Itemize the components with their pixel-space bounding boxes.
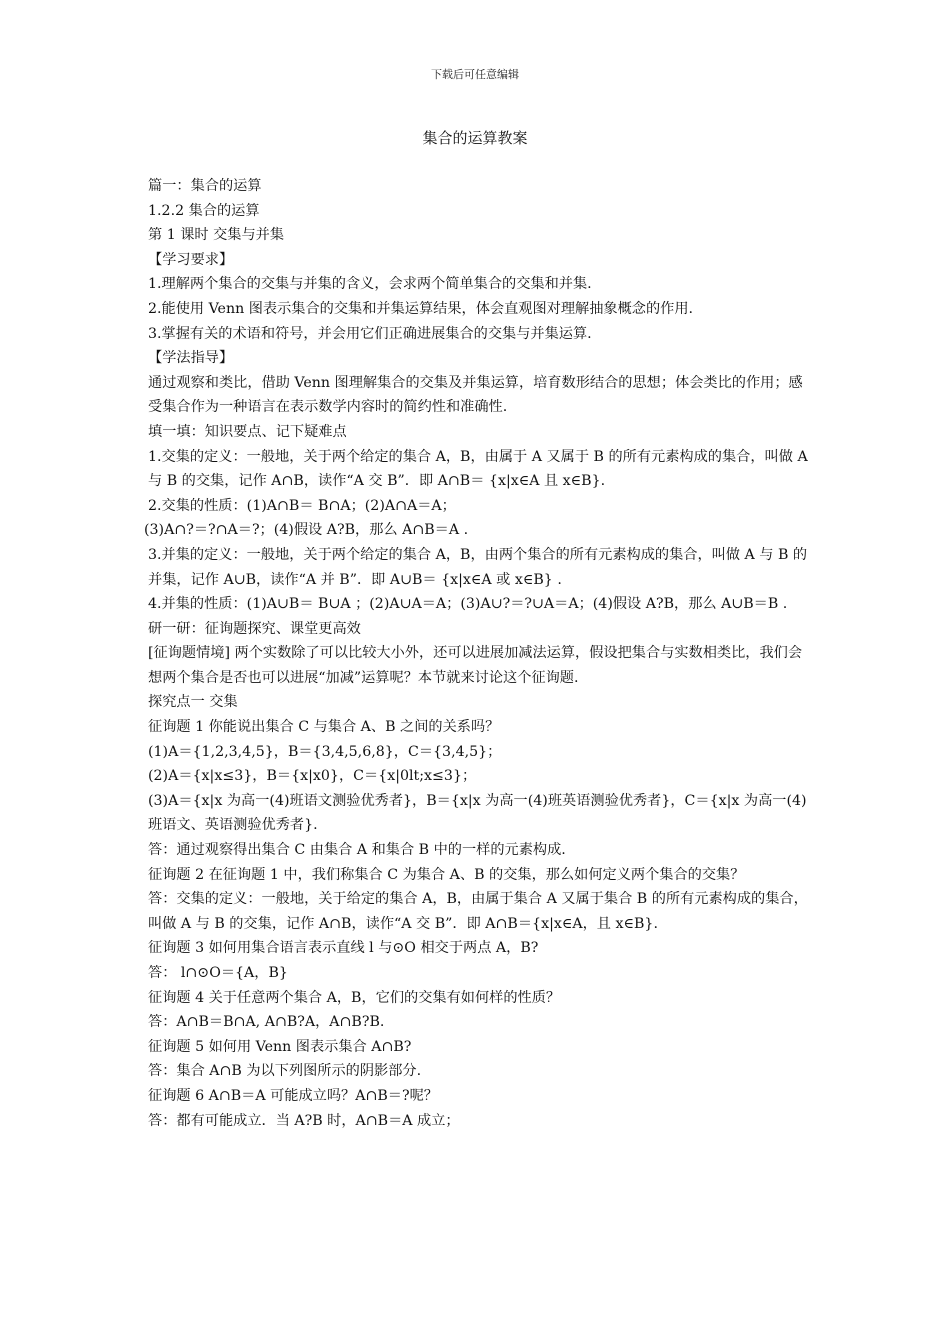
knowledge-point: 4.并集的性质：(1)A∪B＝ B∪A ；(2)A∪A＝A；(3)A∪?＝?∪A＝A；(4)假设 A?B，那么 A∪B＝B . — [148, 596, 788, 613]
document-body — [144, 174, 816, 1133]
research-heading: 研一研：征询题探究、课堂更高效 — [148, 620, 361, 637]
requirement-item: 3.掌握有关的术语和符号，并会用它们正确进展集合的交集与并集运算. — [148, 325, 592, 342]
question: 征询题 3 如何用集合语言表示直线 l 与⊙O 相交于两点 A，B? — [148, 940, 539, 957]
answer: 答：通过观察得出集合 C 由集合 A 和集合 B 中的一样的元素构成. — [148, 842, 566, 859]
exploration-heading: 探究点一 交集 — [148, 694, 238, 711]
example: (1)A＝{1,2,3,4,5}，B＝{3,4,5,6,8}，C＝{3,4,5}； — [148, 743, 502, 760]
question: 征询题 1 你能说出集合 C 与集合 A、B 之间的关系吗？ — [148, 719, 500, 736]
knowledge-point: (3)A∩?＝?∩A＝?；(4)假设 A?B，那么 A∩B＝A . — [144, 522, 469, 539]
problem-context: [征询题情境] 两个实数除了可以比较大小外，还可以进展加减法运算，假设把集合与实数相类比，我们会想两个集合是否也可以进展“加减”运算呢？本节就来讨论这个征询题. — [148, 645, 803, 686]
question: 征询题 4 关于任意两个集合 A，B，它们的交集有如何样的性质？ — [148, 989, 561, 1006]
question: 征询题 2 在征询题 1 中，我们称集合 C 为集合 A、B 的交集，那么如何定义两个集合的交集？ — [148, 866, 745, 883]
answer: 答：A∩B＝B∩A, A∩B?A，A∩B?B. — [148, 1014, 385, 1031]
example: (3)A＝{x|x 为高一(4)班语文测验优秀者}，B＝{x|x 为高一(4)班英语测验优秀者}，C＝{x|x 为高一(4)班语文、英语测验优秀者}. — [148, 792, 807, 834]
download-note: 下载后可任意编辑 — [431, 68, 519, 81]
learning-requirements-heading: 【学习要求】 — [148, 251, 234, 268]
answer: 答： l∩⊙O＝{A，B} — [148, 965, 288, 981]
answer: 答：交集的定义：一般地，关于给定的集合 A，B，由属于集合 A 又属于集合 B 的所有元素构成的集合，叫做 A 与 B 的交集，记作 A∩B，读作“A 交 B”．即 A∩B＝{x|x∈A，且 x∈B}. — [148, 891, 808, 932]
knowledge-point: 3.并集的定义：一般地，关于两个给定的集合 A，B，由两个集合的所有元素构成的集合，叫做 A 与 B 的并集，记作 A∪B，读作“A 并 B”．即 A∪B＝ {x|x∈A 或 x∈B} . — [148, 546, 808, 588]
example: (2)A＝{x|x≤3}，B＝{x|x0}，C＝{x|0lt;x≤3}； — [148, 768, 477, 785]
study-guide-text: 通过观察和类比，借助 Venn 图理解集合的交集及并集运算，培育数形结合的思想；体会类比的作用；感受集合作为一种语言在表示数学内容时的简约性和准确性. — [148, 374, 803, 416]
knowledge-point: 2.交集的性质：(1)A∩B＝ B∩A；(2)A∩A＝A； — [148, 497, 456, 514]
section-number: 1.2.2 集合的运算 — [148, 202, 260, 219]
answer: 答：都有可能成立．当 A?B 时，A∩B＝A 成立； — [148, 1112, 460, 1129]
document-title: 集合的运算教案 — [422, 129, 528, 147]
answer: 答：集合 A∩B 为以下列图所示的阴影部分. — [148, 1063, 422, 1080]
lesson-title: 第 1 课时 交集与并集 — [148, 227, 285, 244]
knowledge-point: 1.交集的定义：一般地，关于两个给定的集合 A，B，由属于 A 又属于 B 的所有元素构成的集合，叫做 A 与 B 的交集，记作 A∩B，读作“A 交 B”．即 A∩B＝ {x|x∈A 且 x∈B}. — [148, 448, 808, 490]
question: 征询题 5 如何用 Venn 图表示集合 A∩B? — [148, 1038, 412, 1055]
requirement-item: 1.理解两个集合的交集与并集的含义，会求两个简单集合的交集和并集. — [148, 276, 592, 293]
study-guide-heading: 【学法指导】 — [148, 350, 234, 367]
fill-in-heading: 填一填：知识要点、记下疑难点 — [148, 423, 347, 440]
requirement-item: 2.能使用 Venn 图表示集合的交集和并集运算结果，体会直观图对理解抽象概念的作用. — [148, 300, 694, 317]
section-heading: 篇一：集合的运算 — [148, 178, 262, 194]
question: 征询题 6 A∩B＝A 可能成立吗？A∩B＝?呢？ — [148, 1087, 438, 1104]
